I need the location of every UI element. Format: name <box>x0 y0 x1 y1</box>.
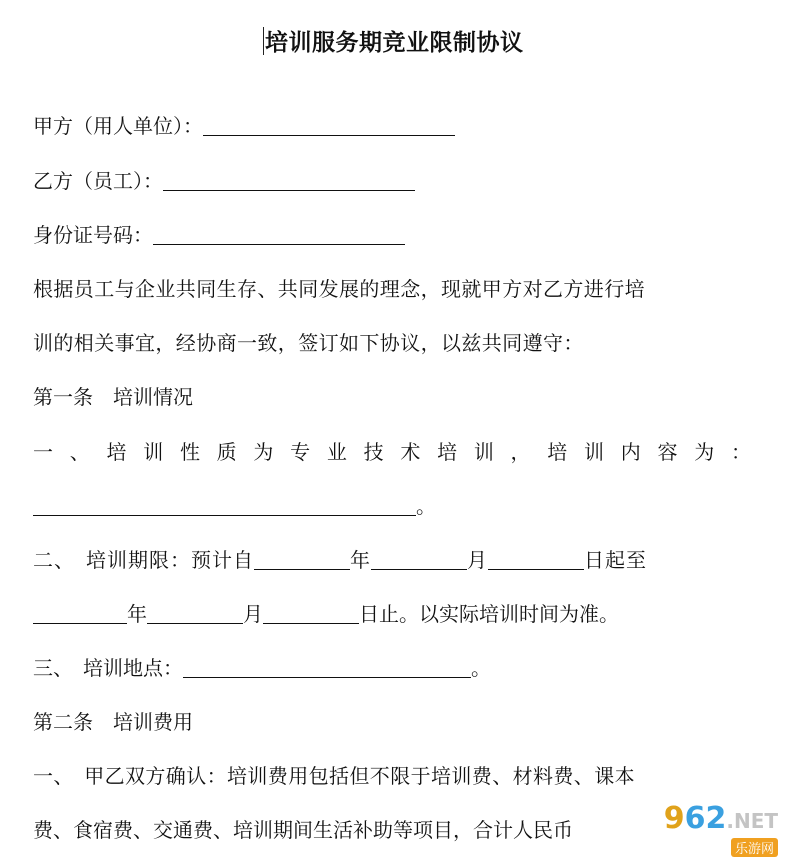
item-1-char: ： <box>730 440 751 464</box>
party-a-line <box>33 110 455 139</box>
item-1-char: 、 <box>69 440 90 464</box>
item-1-char: 业 <box>326 440 347 464</box>
item-1-char: 培 <box>547 440 568 464</box>
item-1-char: 内 <box>620 440 641 464</box>
end-day-label: 日止。以实际培训时间为准。 <box>359 602 619 626</box>
item-1-char: 训 <box>143 440 164 464</box>
item-1-blank-line <box>33 490 436 519</box>
party-a-label: 甲方（用人单位）： <box>33 114 203 138</box>
end-day-blank[interactable] <box>263 603 359 624</box>
end-month-label: 月 <box>243 602 263 626</box>
end-month-blank[interactable] <box>147 603 243 624</box>
text-cursor <box>263 27 265 55</box>
id-number-label: 身份证号码： <box>33 223 153 247</box>
item-1-char: 容 <box>657 440 678 464</box>
party-b-label: 乙方（员工）： <box>33 169 163 193</box>
item-1-char: 性 <box>179 440 200 464</box>
item-1-char: 训 <box>584 440 605 464</box>
party-b-blank[interactable] <box>163 170 415 191</box>
item-3-line <box>33 652 491 681</box>
intro-line-2: 训的相关事宜，经协商一致，签订如下协议，以兹共同遵守： <box>33 331 584 355</box>
start-year-label: 年 <box>350 548 371 572</box>
item-2-prefix: 二、 培训期限：预计自 <box>33 548 254 572</box>
start-month-label: 月 <box>467 548 488 572</box>
item-1-char: 培 <box>106 440 127 464</box>
site-watermark-logo <box>648 800 778 857</box>
item-1-char: 训 <box>473 440 494 464</box>
id-number-blank[interactable] <box>153 224 405 245</box>
start-day-label: 日起至 <box>584 548 647 572</box>
item-1-end: 。 <box>416 494 436 518</box>
cost-line-1: 一、 甲乙双方确认：培训费用包括但不限于培训费、材料费、课本 <box>33 764 635 788</box>
item-1-line <box>33 436 751 465</box>
article-2-title: 第二条 培训费用 <box>33 710 193 734</box>
item-1-char: 为 <box>253 440 274 464</box>
article-1-title: 第一条 培训情况 <box>33 385 193 409</box>
party-b-line <box>33 165 415 194</box>
title-text: 培训服务期竞业限制协议 <box>265 30 524 56</box>
training-location-blank[interactable] <box>183 657 471 678</box>
item-3-label: 三、 培训地点： <box>33 656 183 680</box>
start-year-blank[interactable] <box>254 549 350 570</box>
end-year-label: 年 <box>127 602 147 626</box>
end-year-blank[interactable] <box>33 603 127 624</box>
document-title <box>0 24 786 57</box>
training-content-blank[interactable] <box>33 495 416 516</box>
cost-line-2: 费、食宿费、交通费、培训期间生活补助等项目，合计人民币 <box>33 818 573 842</box>
item-1-char: 为 <box>694 440 715 464</box>
item-1-char: ， <box>510 440 531 464</box>
party-a-blank[interactable] <box>203 115 455 136</box>
item-1-char: 培 <box>437 440 458 464</box>
item-2-line <box>33 544 647 573</box>
id-number-line <box>33 219 405 248</box>
item-1-char: 术 <box>400 440 421 464</box>
intro-line-1: 根据员工与企业共同生存、共同发展的理念，现就甲方对乙方进行培 <box>33 277 645 301</box>
watermark-sub: 乐游网 <box>731 838 778 857</box>
item-1-char: 专 <box>290 440 311 464</box>
item-3-end: 。 <box>471 656 491 680</box>
item-2-line-2 <box>33 598 619 627</box>
watermark-number: 962.NET <box>663 800 778 836</box>
item-1-char: 技 <box>363 440 384 464</box>
item-1-char: 一 <box>33 440 53 464</box>
item-1-char: 质 <box>216 440 237 464</box>
start-day-blank[interactable] <box>488 549 584 570</box>
start-month-blank[interactable] <box>371 549 467 570</box>
